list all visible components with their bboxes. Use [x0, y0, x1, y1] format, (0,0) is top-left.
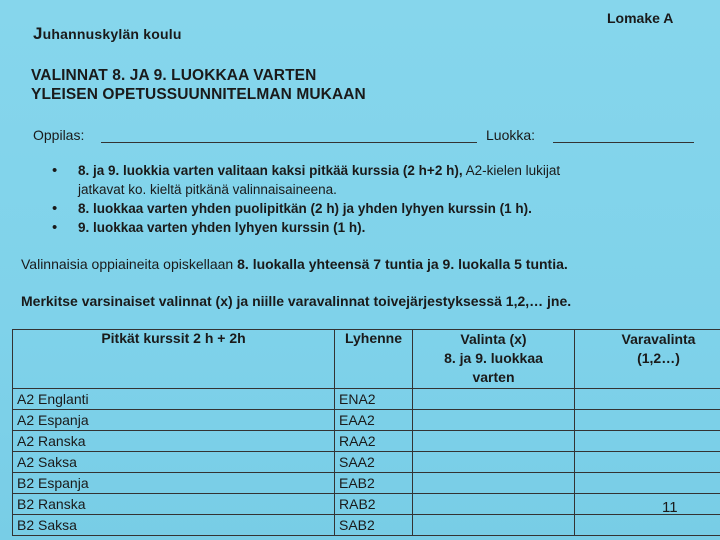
rule-continuation: jatkavat ko. kieltä pitkänä valinnaisaineena. [78, 182, 337, 197]
table-row [13, 452, 720, 473]
reserve-cell[interactable] [575, 473, 720, 494]
course-abbr: RAB2 [335, 494, 413, 515]
course-name: A2 Englanti [13, 389, 335, 410]
course-abbr: ENA2 [335, 389, 413, 410]
header-abbr: Lyhenne [335, 330, 413, 389]
school-name-rest: uhannuskylän koulu [42, 26, 182, 42]
reserve-cell[interactable] [575, 431, 720, 452]
table-header-row [13, 330, 720, 389]
hours-summary-text: Valinnaisia oppiaineita opiskellaan [21, 256, 238, 272]
course-abbr: RAA2 [335, 431, 413, 452]
header-choice-line-1: Valinta (x) [460, 331, 527, 347]
course-choice-table [12, 329, 720, 536]
school-name [33, 24, 182, 44]
choice-cell[interactable] [413, 473, 575, 494]
header-choice [413, 330, 575, 389]
course-name: A2 Saksa [13, 452, 335, 473]
header-course: Pitkät kurssit 2 h + 2h [13, 330, 335, 389]
hours-summary-bold: 8. luokalla yhteensä 7 tuntia ja 9. luokalla 5 tuntia. [237, 256, 568, 272]
course-abbr: SAA2 [335, 452, 413, 473]
reserve-cell[interactable] [575, 494, 720, 515]
rule-item [52, 218, 712, 237]
rule-text: A2-kielen lukijat [462, 163, 561, 178]
table-row [13, 473, 720, 494]
table-row [13, 431, 720, 452]
course-abbr: EAB2 [335, 473, 413, 494]
header-reserve-line-2: (1,2…) [637, 350, 680, 366]
choice-cell[interactable] [413, 494, 575, 515]
rule-item [52, 161, 712, 199]
reserve-cell[interactable] [575, 515, 720, 536]
table-row [13, 389, 720, 410]
class-field-line[interactable] [553, 142, 694, 143]
instruction: Merkitse varsinaiset valinnat (x) ja niille varavalinnat toivejärjestyksessä 1,2,… jne. [21, 293, 572, 309]
table-row [13, 410, 720, 431]
form-title-line-2: YLEISEN OPETUSSUUNNITELMAN MUKAAN [31, 86, 366, 103]
course-name: B2 Espanja [13, 473, 335, 494]
hours-summary [21, 256, 568, 272]
rule-item [52, 199, 712, 218]
choice-cell[interactable] [413, 389, 575, 410]
school-name-initial: J [33, 24, 43, 43]
header-reserve-line-1: Varavalinta [621, 331, 696, 347]
choice-cell[interactable] [413, 431, 575, 452]
choice-cell[interactable] [413, 410, 575, 431]
choice-cell[interactable] [413, 452, 575, 473]
choice-cell[interactable] [413, 515, 575, 536]
course-name: A2 Espanja [13, 410, 335, 431]
rule-bold-text: 8. ja 9. luokkia varten valitaan kaksi pitkää kurssia (2 h+2 h), [78, 163, 463, 178]
header-reserve [575, 330, 720, 389]
form-title-line-1: VALINNAT 8. JA 9. LUOKKAA VARTEN [31, 67, 317, 84]
table-row [13, 494, 720, 515]
reserve-cell[interactable] [575, 452, 720, 473]
form-id: Lomake A [607, 10, 674, 26]
class-label: Luokka: [486, 127, 536, 143]
course-abbr: SAB2 [335, 515, 413, 536]
table-row [13, 515, 720, 536]
course-name: A2 Ranska [13, 431, 335, 452]
page-number: 11 [662, 499, 678, 516]
rule-bold-text: 9. luokkaa varten yhden lyhyen kurssin (1 h). [78, 220, 366, 235]
reserve-cell[interactable] [575, 410, 720, 431]
rule-bold-text: 8. luokkaa varten yhden puolipitkän (2 h) ja yhden lyhyen kurssin (1 h). [78, 201, 532, 216]
student-label: Oppilas: [33, 127, 85, 143]
form-title [31, 66, 366, 104]
course-name: B2 Ranska [13, 494, 335, 515]
rules-list [52, 161, 712, 237]
header-choice-line-3: varten [472, 369, 515, 385]
header-choice-line-2: 8. ja 9. luokkaa [444, 350, 543, 366]
course-abbr: EAA2 [335, 410, 413, 431]
reserve-cell[interactable] [575, 389, 720, 410]
student-field-line[interactable] [101, 142, 477, 143]
course-name: B2 Saksa [13, 515, 335, 536]
